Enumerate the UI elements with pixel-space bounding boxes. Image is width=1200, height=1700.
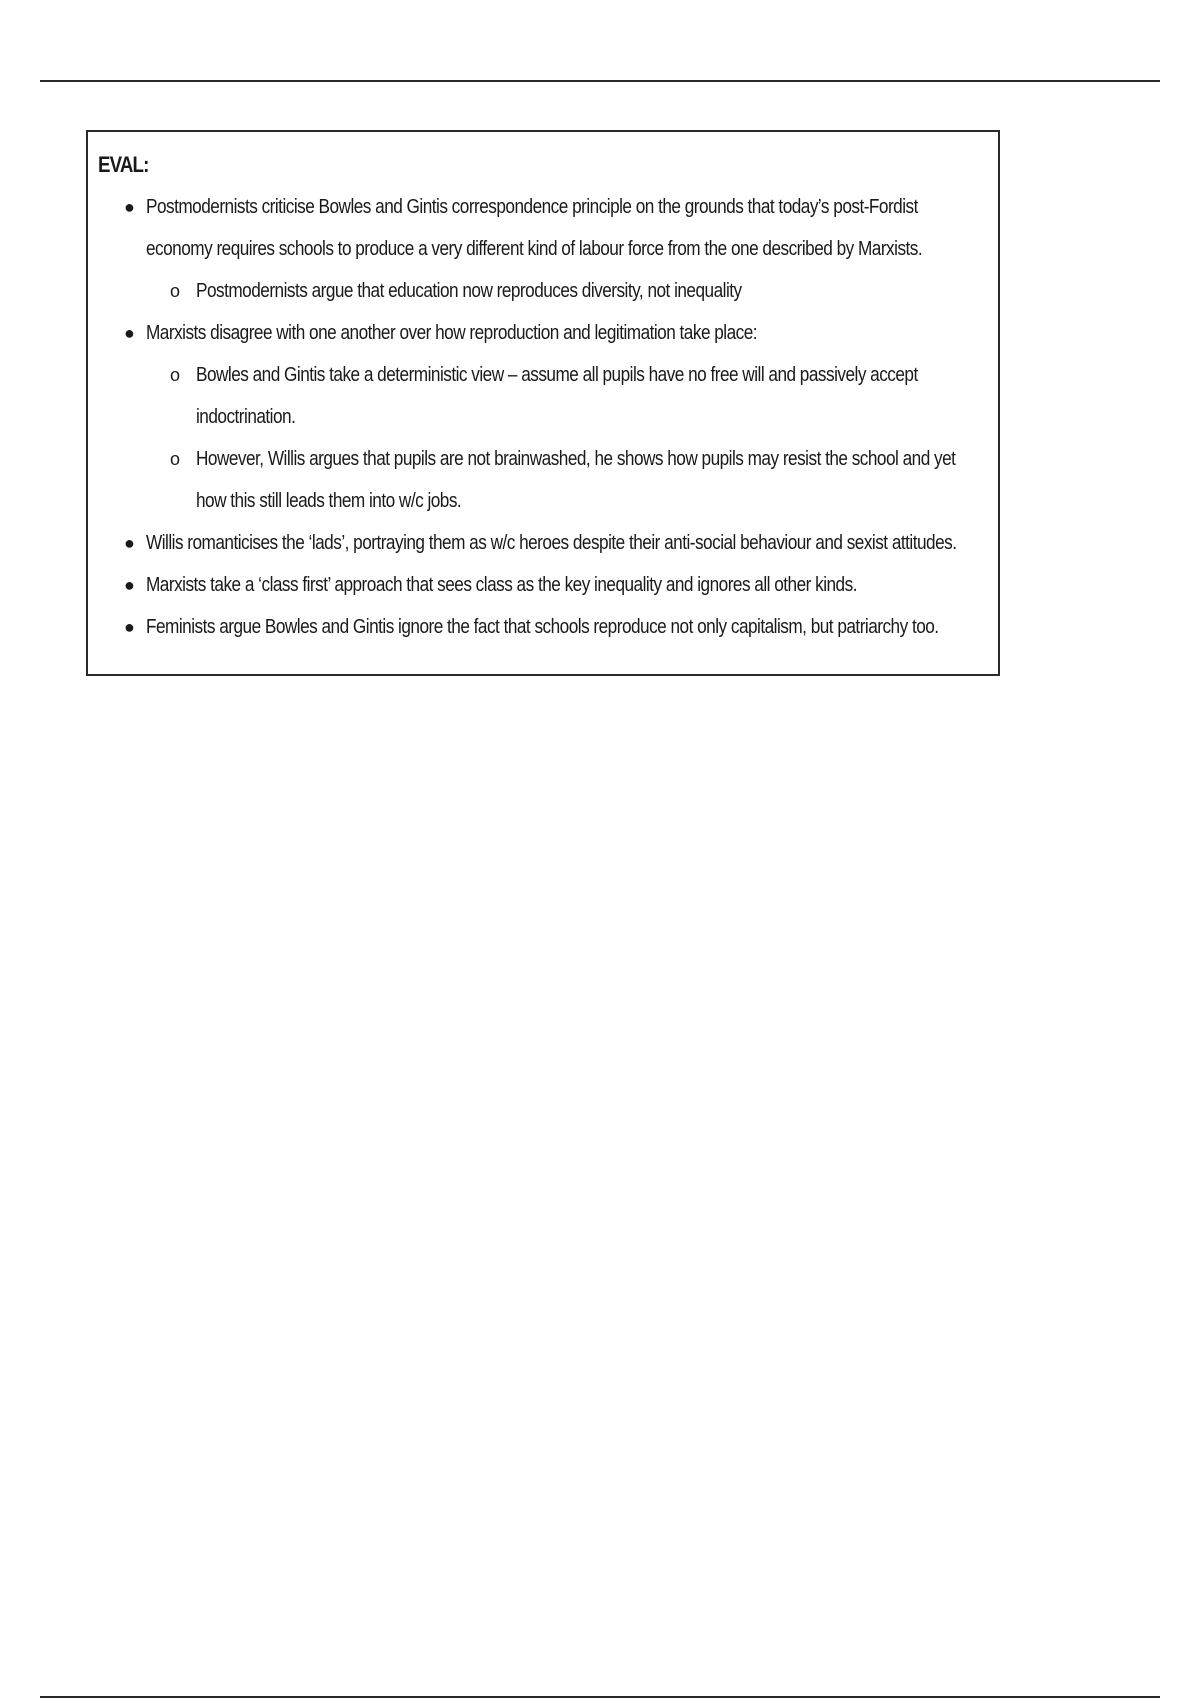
eval-point — [98, 312, 988, 522]
eval-point — [98, 606, 988, 648]
header-rule — [40, 80, 1160, 82]
footer-rule — [40, 1696, 1160, 1698]
bullet-icon: ● — [124, 323, 135, 343]
eval-box — [86, 130, 1000, 676]
bullet-icon: ● — [124, 197, 135, 217]
bullet-icon: ● — [124, 533, 135, 553]
eval-point-text: Marxists take a ‘class first’ approach that sees class as the key inequality and ignores all other kinds. — [146, 574, 857, 596]
eval-subpoint-text: Bowles and Gintis take a deterministic view – assume all pupils have no free will and passively accept indoctrination. — [196, 364, 918, 428]
eval-point-text: Postmodernists criticise Bowles and Gintis correspondence principle on the grounds that today’s post-Fordist economy requires schools to produce a very different kind of labour force from the one described by Marxists. — [146, 196, 923, 260]
eval-point-text: Feminists argue Bowles and Gintis ignore the fact that schools reproduce not only capitalism, but patriarchy too. — [146, 616, 939, 638]
eval-subpoint-list — [146, 270, 988, 312]
eval-point-text: Willis romanticises the ‘lads’, portraying them as w/c heroes despite their anti-social behaviour and sexist attitudes. — [146, 532, 957, 554]
eval-subpoint — [146, 270, 988, 312]
eval-subpoint — [146, 354, 988, 438]
hollow-bullet-icon: o — [170, 449, 180, 469]
eval-point — [98, 186, 988, 312]
eval-subpoint-text: However, Willis argues that pupils are not brainwashed, he shows how pupils may resist the school and yet how this still leads them into w/c jobs. — [196, 448, 956, 512]
hollow-bullet-icon: o — [170, 365, 180, 385]
eval-heading: EVAL: — [98, 152, 149, 177]
hollow-bullet-icon: o — [170, 281, 180, 301]
eval-point — [98, 564, 988, 606]
eval-subpoint-list — [146, 354, 988, 522]
eval-subpoint-text: Postmodernists argue that education now reproduces diversity, not inequality — [196, 280, 742, 302]
bullet-icon: ● — [124, 617, 135, 637]
eval-subpoint — [146, 438, 988, 522]
eval-point-text: Marxists disagree with one another over how reproduction and legitimation take place: — [146, 322, 758, 344]
eval-point — [98, 522, 988, 564]
eval-list — [98, 186, 988, 648]
bullet-icon: ● — [124, 575, 135, 595]
